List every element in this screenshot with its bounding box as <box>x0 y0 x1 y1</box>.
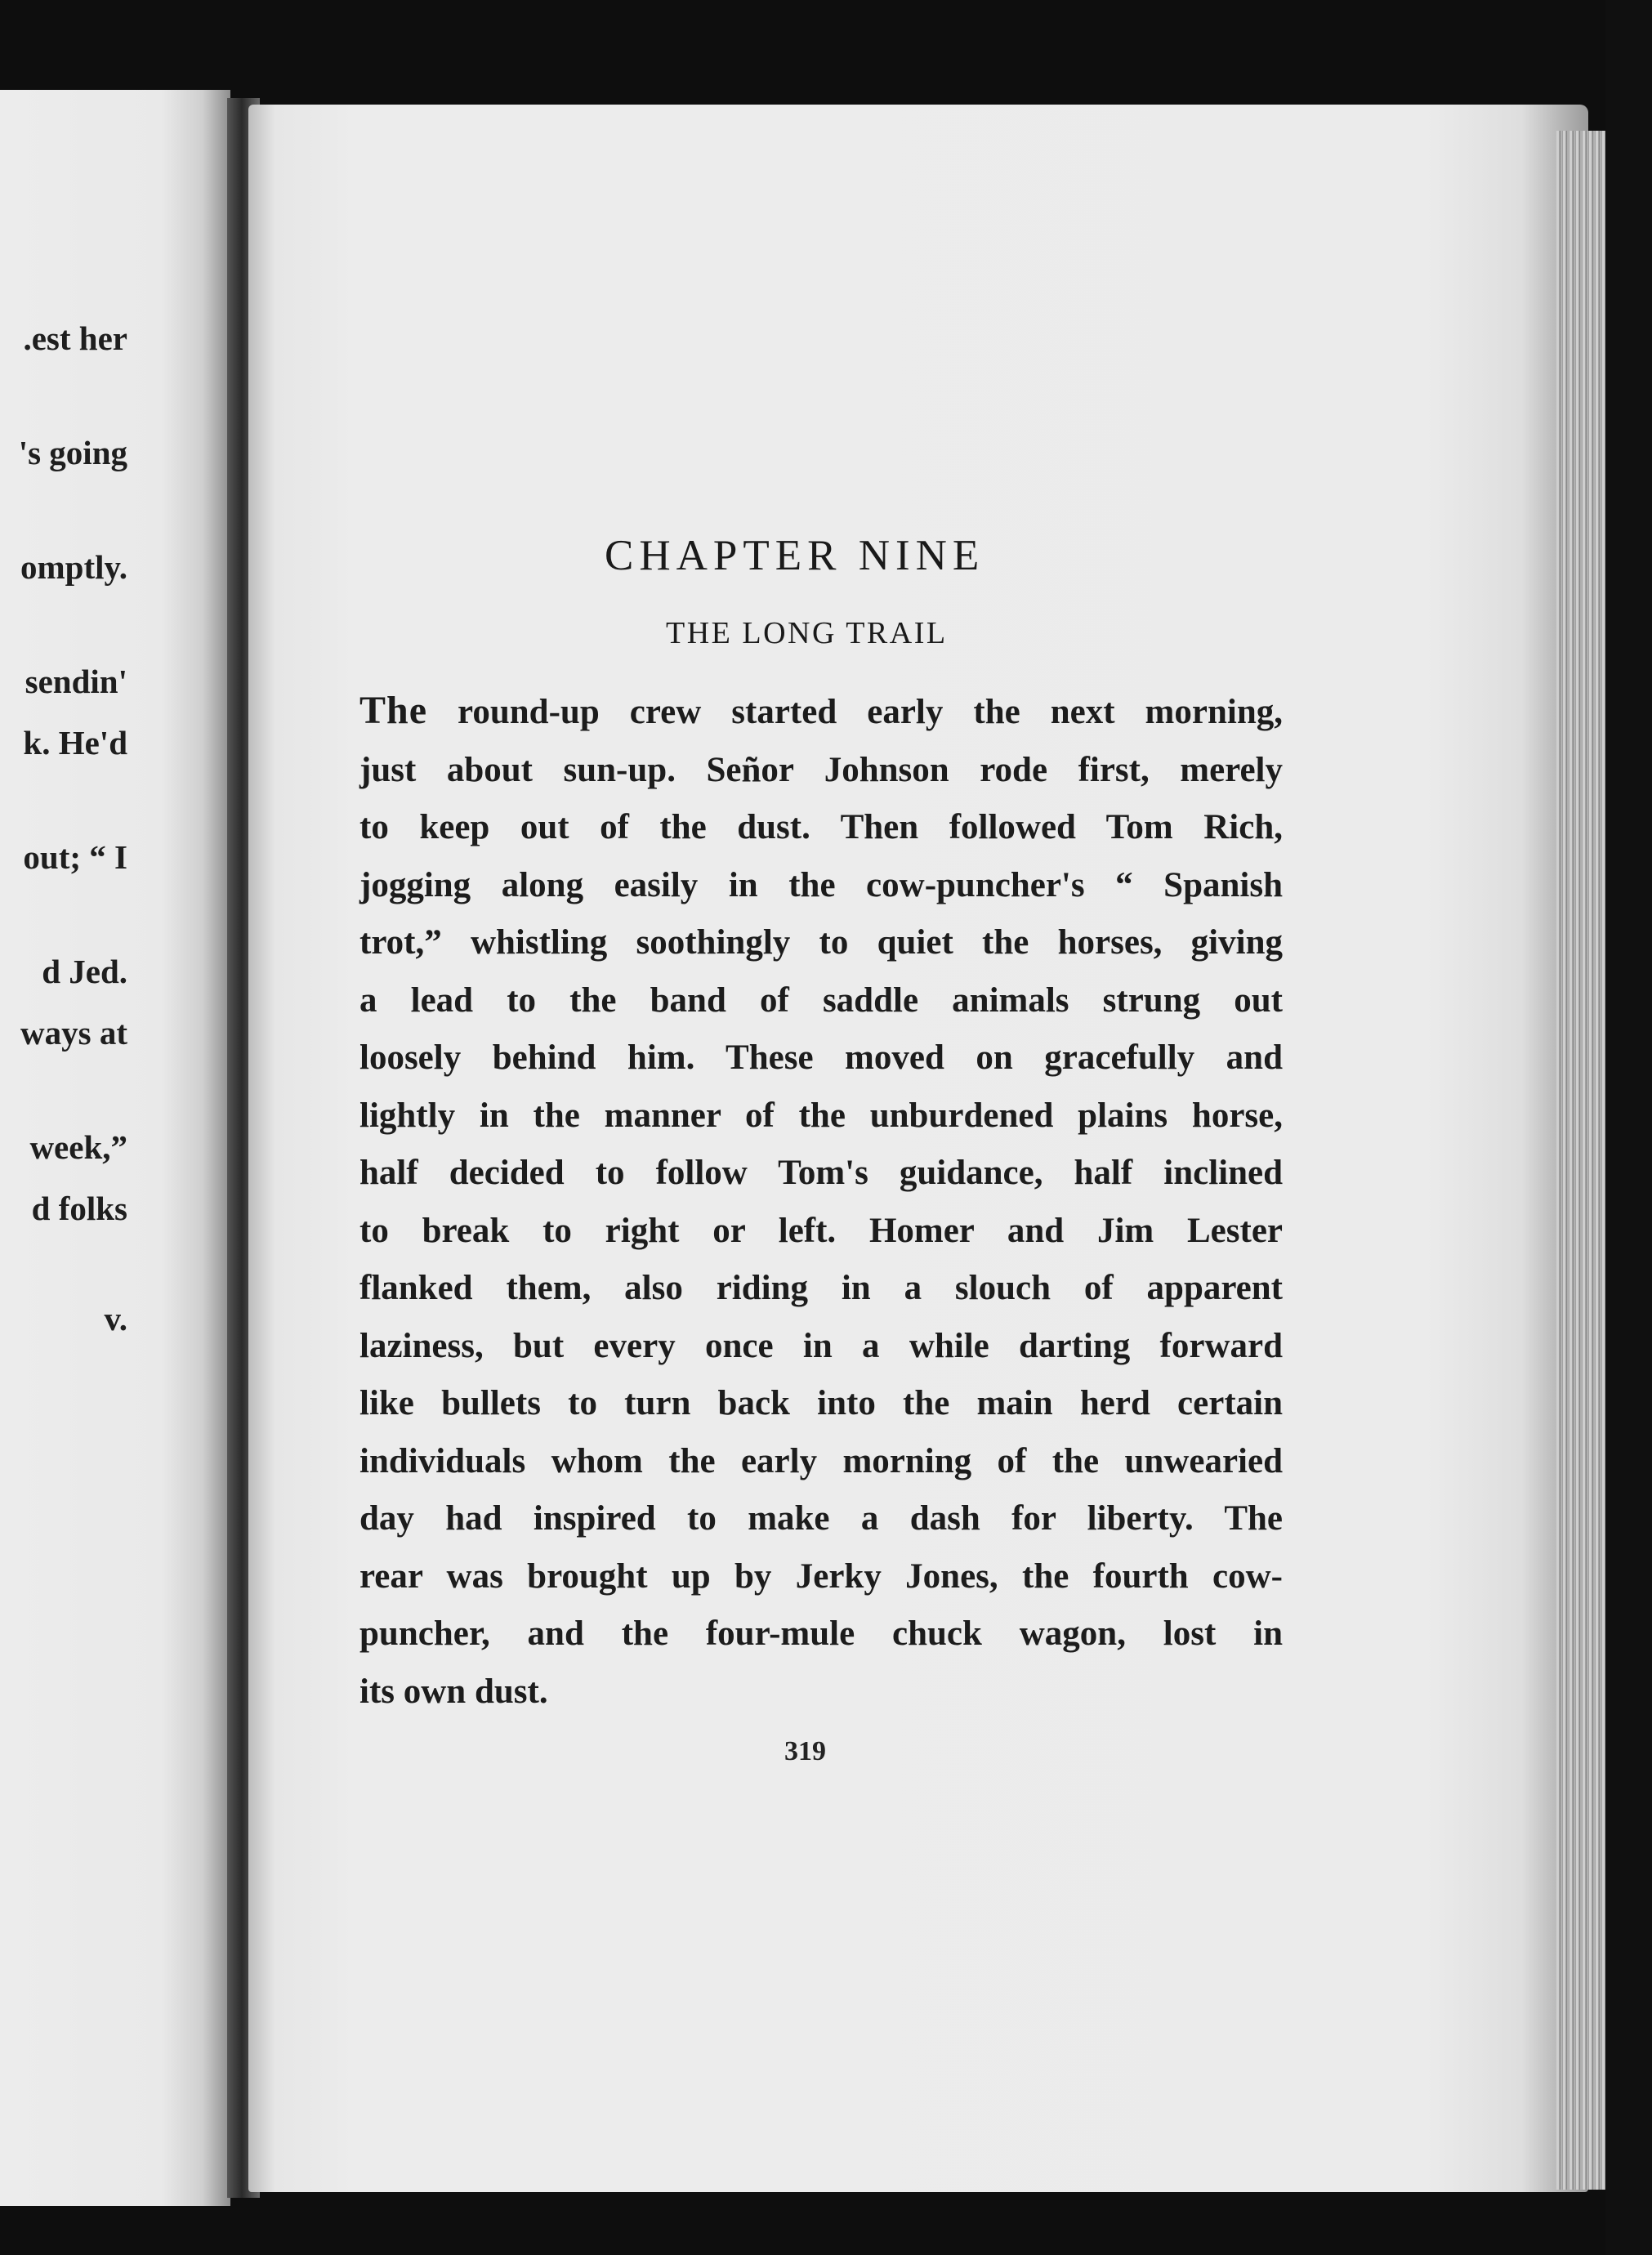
body-line: lightly in the manner of the unburdened plains horse, <box>359 1096 1283 1135</box>
left-page-line: .est her <box>23 319 127 357</box>
left-page-line: d Jed. <box>42 953 127 990</box>
left-page-line: sendin' <box>25 663 127 700</box>
body-line: just about sun-up. Señor Johnson rode first, merely <box>359 750 1283 789</box>
chapter-title: CHAPTER NINE <box>605 532 985 579</box>
left-page-line: week,” <box>29 1128 127 1166</box>
body-line: jogging along easily in the cow-puncher's “ Spanish <box>359 865 1283 904</box>
lead-word: The <box>359 689 428 732</box>
body-line: to keep out of the dust. Then followed Tom Rich, <box>359 808 1283 846</box>
body-paragraph <box>359 682 1283 1721</box>
body-line: The round-up crew started early the next morning, <box>359 689 1283 732</box>
body-line: half decided to follow Tom's guidance, half inclined <box>359 1154 1283 1192</box>
left-page-line: out; “ I <box>23 838 127 876</box>
body-line: trot,” whistling soothingly to quiet the horses, giving <box>359 923 1283 962</box>
background-edge <box>1605 0 1652 2255</box>
left-page-line: omptly. <box>20 548 127 586</box>
left-page-line: k. He'd <box>23 724 127 761</box>
chapter-subtitle: THE LONG TRAIL <box>666 616 948 650</box>
body-line: its own dust. <box>359 1672 548 1711</box>
left-page-line: 's going <box>18 434 127 471</box>
body-line: like bullets to turn back into the main herd certain <box>359 1384 1283 1422</box>
body-line: a lead to the band of saddle animals strung out <box>359 980 1283 1020</box>
page-number: 319 <box>784 1736 826 1766</box>
left-page-line: ways at <box>20 1014 127 1052</box>
body-line: individuals whom the early morning of the unwearied <box>359 1441 1283 1480</box>
page-edges <box>1556 131 1605 2190</box>
body-line: laziness, but every once in a while darting forward <box>359 1326 1283 1365</box>
body-line: loosely behind him. These moved on gracefully and <box>359 1038 1283 1077</box>
body-line: flanked them, also riding in a slouch of apparent <box>359 1269 1283 1307</box>
body-line: puncher, and the four-mule chuck wagon, lost in <box>359 1614 1283 1653</box>
left-page-line: v. <box>104 1300 127 1337</box>
left-facing-page <box>0 90 230 2206</box>
left-page-line: d folks <box>31 1190 127 1227</box>
body-line: to break to right or left. Homer and Jim Lester <box>359 1211 1283 1250</box>
body-line: rear was brought up by Jerky Jones, the fourth cow- <box>359 1556 1283 1596</box>
body-line: day had inspired to make a dash for liberty. The <box>359 1499 1283 1538</box>
